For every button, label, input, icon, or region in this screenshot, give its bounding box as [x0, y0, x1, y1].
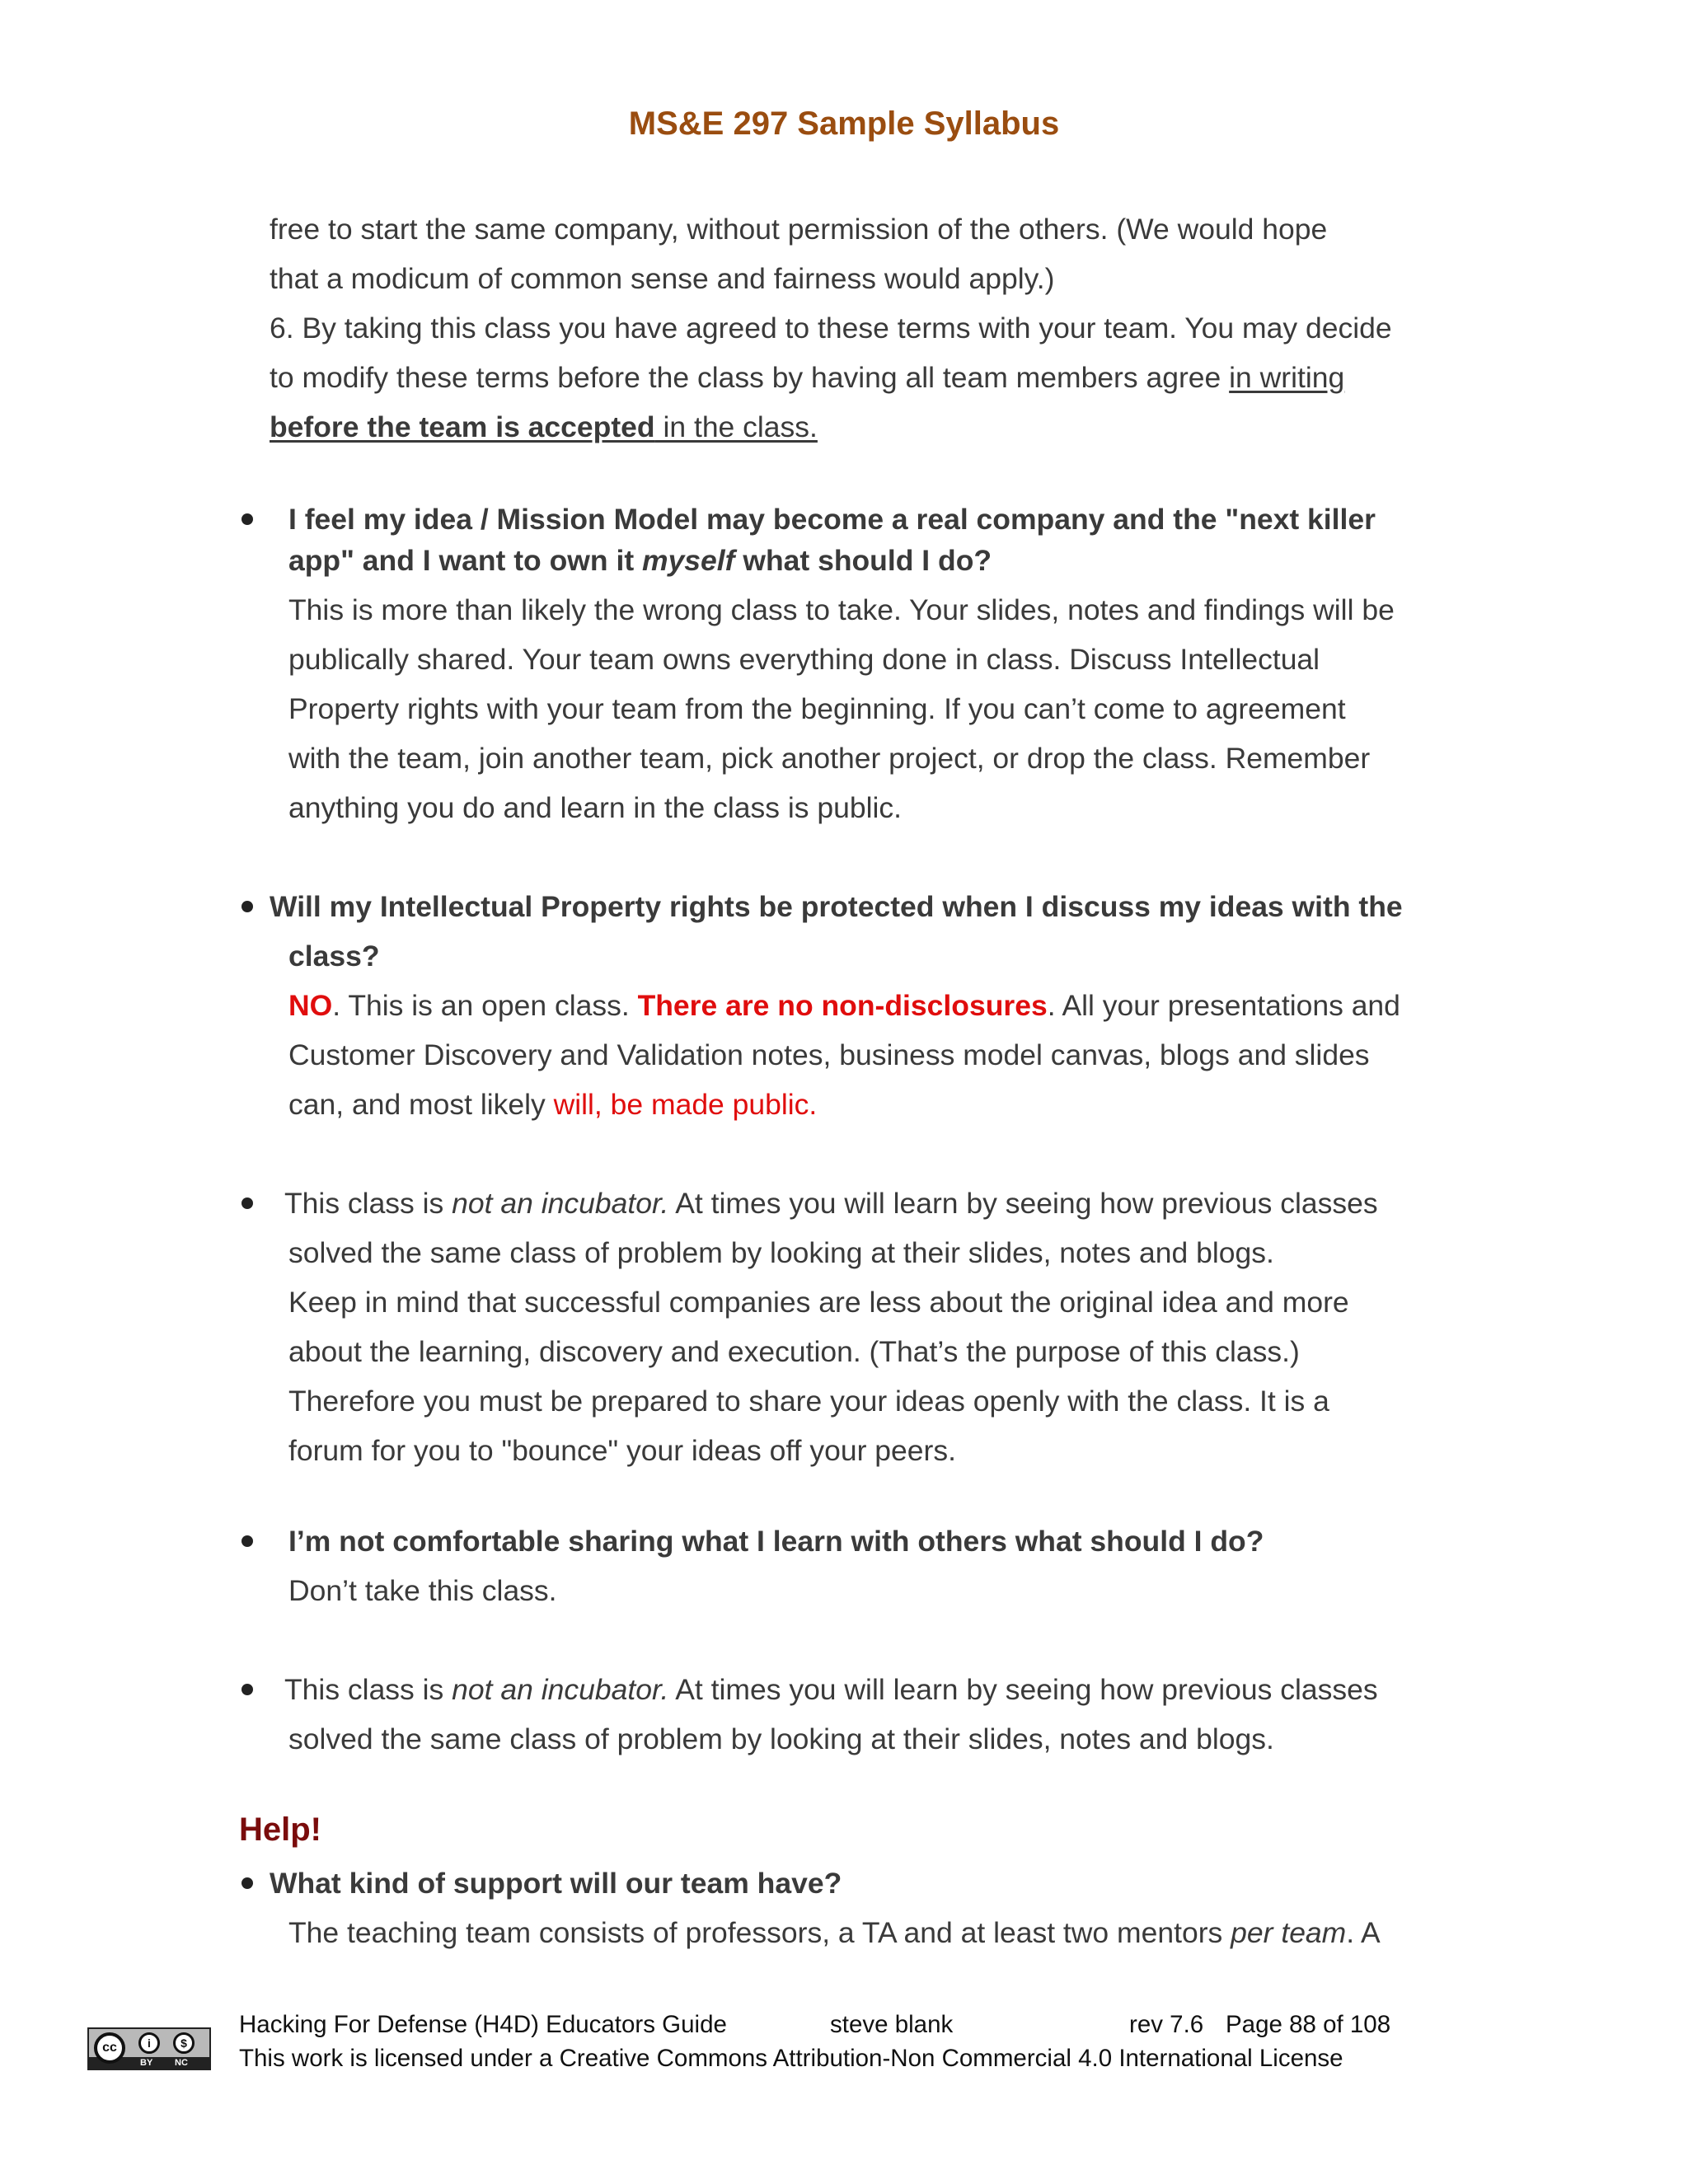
- answer-text: The teaching team consists of professors, a TA and at least two mentors: [288, 1916, 1231, 1949]
- faq-answer-line: with the team, join another team, pick another project, or drop the class. Remember: [288, 742, 1371, 775]
- note-line: Therefore you must be prepared to share your ideas openly with the class. It is a: [288, 1385, 1329, 1418]
- note-line: forum for you to "bounce" your ideas off your peers.: [288, 1434, 956, 1467]
- continuation-line: that a modicum of common sense and fairness would apply.): [270, 262, 1055, 295]
- faq-answer-line: Customer Discovery and Validation notes, business model canvas, blogs and slides: [288, 1038, 1370, 1071]
- made-public-text: will, be made public.: [553, 1088, 818, 1121]
- answer-text: . All your presentations and: [1047, 989, 1400, 1022]
- answer-text: can, and most likely: [288, 1088, 554, 1121]
- in-writing-text: in writing: [1229, 361, 1345, 394]
- badge-by-label: BY: [140, 2058, 153, 2068]
- cc-license-badge-icon: [87, 2027, 211, 2070]
- before-accepted-text: before the team is accepted: [270, 410, 655, 443]
- footer-page-number: Page 88 of 108: [1226, 2011, 1391, 2038]
- no-text: NO: [288, 989, 333, 1022]
- continuation-text: to modify these terms before the class by having all team members agree: [270, 361, 1230, 394]
- not-incubator-text: not an incubator.: [452, 1187, 669, 1220]
- continuation-line: 6. By taking this class you have agreed to these terms with your team. You may decide: [270, 312, 1392, 344]
- note-text: At times you will learn by seeing how previous classes: [668, 1187, 1378, 1220]
- faq-question: I’m not comfortable sharing what I learn with others what should I do?: [288, 1525, 1264, 1558]
- footer-license: This work is licensed under a Creative Commons Attribution-Non Commercial 4.0 International License: [239, 2045, 1343, 2072]
- faq-answer-line: [288, 1086, 817, 1122]
- faq-question: Will my Intellectual Property rights be protected when I discuss my ideas with the: [270, 890, 1403, 923]
- faq-answer-line: [288, 1915, 1381, 1951]
- faq-answer-line: publically shared. Your team owns everything done in class. Discuss Intellectual: [288, 643, 1320, 676]
- bullet-icon: [241, 1197, 253, 1209]
- not-incubator-text: not an incubator.: [452, 1673, 669, 1706]
- in-class-text: in the class.: [654, 410, 818, 443]
- myself-text: myself: [642, 544, 735, 577]
- question-text: what should I do?: [734, 544, 992, 577]
- footer-guide-title: Hacking For Defense (H4D) Educators Guide: [239, 2011, 727, 2038]
- note-line: about the learning, discovery and execution. (That’s the purpose of this class.): [288, 1335, 1300, 1368]
- faq-answer-line: anything you do and learn in the class is public.: [288, 791, 902, 824]
- faq-question: class?: [288, 940, 380, 972]
- note-text: At times you will learn by seeing how previous classes: [668, 1673, 1378, 1706]
- faq-question: [288, 542, 992, 579]
- bullet-icon: [241, 1684, 253, 1695]
- footer-revision: rev 7.6: [1129, 2011, 1204, 2038]
- faq-answer-line: Don’t take this class.: [288, 1574, 557, 1607]
- note-line: [284, 1185, 1378, 1221]
- bullet-icon: [241, 901, 253, 912]
- faq-answer-line: Property rights with your team from the beginning. If you can’t come to agreement: [288, 692, 1346, 725]
- footer-author: steve blank: [830, 2011, 954, 2038]
- answer-text: . This is an open class.: [332, 989, 638, 1022]
- continuation-line: [270, 409, 818, 445]
- note-line: Keep in mind that successful companies are less about the original idea and more: [288, 1286, 1349, 1319]
- noncommercial-icon: $: [173, 2032, 195, 2054]
- answer-text: . A: [1346, 1916, 1381, 1949]
- note-line: solved the same class of problem by looking at their slides, notes and blogs.: [288, 1236, 1274, 1269]
- help-heading: Help!: [239, 1811, 321, 1848]
- faq-answer-line: [288, 987, 1400, 1024]
- cc-icon: cc: [94, 2032, 125, 2064]
- faq-answer-line: This is more than likely the wrong class to take. Your slides, notes and findings will be: [288, 593, 1395, 626]
- question-text: app" and I want to own it: [288, 544, 642, 577]
- attribution-icon: i: [138, 2032, 160, 2054]
- note-text: This class is: [284, 1187, 452, 1220]
- bullet-icon: [241, 1877, 253, 1889]
- bullet-icon: [241, 1535, 253, 1547]
- badge-nc-label: NC: [175, 2058, 188, 2068]
- faq-question: What kind of support will our team have?: [270, 1867, 842, 1900]
- note-text: This class is: [284, 1673, 452, 1706]
- per-team-text: per team: [1231, 1916, 1347, 1949]
- continuation-line: [270, 359, 1344, 396]
- note-line: [284, 1671, 1378, 1708]
- continuation-line: free to start the same company, without permission of the others. (We would hope: [270, 213, 1328, 246]
- page-title: MS&E 297 Sample Syllabus: [628, 105, 1060, 142]
- note-line: solved the same class of problem by looking at their slides, notes and blogs.: [288, 1722, 1274, 1755]
- faq-question: I feel my idea / Mission Model may become a real company and the "next killer: [288, 503, 1376, 536]
- bullet-icon: [241, 513, 253, 525]
- no-nda-text: There are no non-disclosures: [637, 989, 1048, 1022]
